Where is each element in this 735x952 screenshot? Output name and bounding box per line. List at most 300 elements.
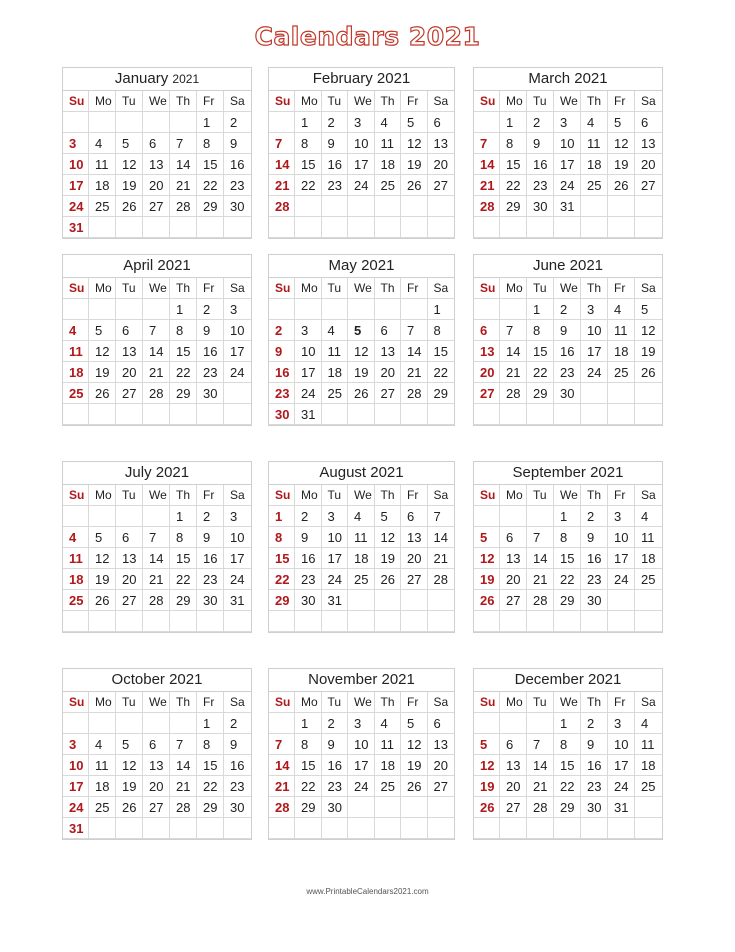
day-cell: 6 (143, 734, 170, 755)
empty-cell (554, 404, 581, 425)
empty-cell (635, 818, 662, 839)
empty-cell (581, 818, 608, 839)
day-cell: 29 (554, 590, 581, 611)
day-cell: 17 (322, 548, 349, 569)
day-cell: 5 (116, 734, 143, 755)
empty-cell (428, 818, 455, 839)
weekday-header: We (348, 485, 375, 506)
month-name: June (532, 257, 570, 274)
weekday-header: Tu (116, 91, 143, 112)
month-name: October (111, 671, 170, 688)
empty-cell (428, 404, 455, 425)
empty-cell (269, 217, 295, 238)
empty-cell (428, 217, 455, 238)
weekday-header: Th (170, 485, 197, 506)
empty-cell (500, 818, 527, 839)
day-cell: 6 (143, 133, 170, 154)
empty-cell (170, 611, 197, 632)
day-cell: 9 (224, 734, 251, 755)
day-cell: 6 (474, 320, 500, 341)
empty-cell (116, 713, 143, 734)
day-cell: 25 (581, 175, 608, 196)
day-cell: 2 (269, 320, 295, 341)
weekday-header: Tu (527, 485, 554, 506)
day-cell: 3 (63, 133, 89, 154)
weekday-header: We (143, 91, 170, 112)
empty-cell (322, 611, 349, 632)
day-cell: 10 (608, 734, 635, 755)
weekday-header: Th (581, 692, 608, 713)
empty-cell (375, 299, 402, 320)
day-cell: 21 (527, 776, 554, 797)
day-cell: 1 (197, 713, 224, 734)
empty-cell (224, 217, 251, 238)
empty-cell (554, 611, 581, 632)
month-name: September (512, 464, 591, 481)
day-cell: 10 (554, 133, 581, 154)
day-cell: 6 (635, 112, 662, 133)
weekday-header: We (554, 692, 581, 713)
empty-cell (170, 713, 197, 734)
day-cell: 15 (170, 341, 197, 362)
day-cell: 9 (554, 320, 581, 341)
day-cell: 19 (474, 569, 500, 590)
weekday-header: Fr (608, 278, 635, 299)
month-february (268, 67, 455, 239)
day-cell: 6 (428, 112, 455, 133)
weekday-header: Sa (428, 485, 455, 506)
empty-cell (89, 713, 116, 734)
day-cell: 7 (269, 133, 295, 154)
day-cell: 25 (89, 797, 116, 818)
day-cell: 9 (295, 527, 322, 548)
empty-cell (581, 196, 608, 217)
day-cell: 18 (63, 569, 89, 590)
empty-cell (116, 112, 143, 133)
day-cell: 14 (143, 341, 170, 362)
day-cell: 17 (608, 755, 635, 776)
month-title (474, 669, 662, 692)
day-cell: 29 (197, 196, 224, 217)
empty-cell (116, 299, 143, 320)
page-title: Calendars 2021 (254, 22, 481, 51)
weekday-header: Th (170, 278, 197, 299)
day-cell: 15 (500, 154, 527, 175)
weekday-header: Mo (500, 692, 527, 713)
empty-cell (197, 818, 224, 839)
day-cell: 26 (401, 175, 428, 196)
day-cell: 12 (474, 548, 500, 569)
day-cell: 30 (295, 590, 322, 611)
day-cell: 5 (375, 506, 402, 527)
day-cell: 10 (322, 527, 349, 548)
day-cell: 29 (527, 383, 554, 404)
day-cell: 8 (500, 133, 527, 154)
month-year: 2021 (381, 671, 415, 688)
day-cell: 10 (63, 154, 89, 175)
day-cell: 25 (375, 776, 402, 797)
day-cell: 2 (295, 506, 322, 527)
empty-cell (143, 299, 170, 320)
day-cell: 31 (224, 590, 251, 611)
month-title (474, 68, 662, 91)
month-year: 2021 (155, 464, 190, 481)
weekday-header: Tu (527, 278, 554, 299)
empty-cell (143, 404, 170, 425)
day-cell: 7 (500, 320, 527, 341)
weekday-header: Su (474, 692, 500, 713)
day-cell: 23 (322, 175, 349, 196)
day-cell: 8 (428, 320, 455, 341)
empty-cell (375, 196, 402, 217)
day-cell: 17 (348, 755, 375, 776)
day-cell: 24 (63, 196, 89, 217)
day-cell: 30 (527, 196, 554, 217)
weekday-header: Sa (428, 692, 455, 713)
day-cell: 4 (322, 320, 349, 341)
day-cell: 7 (269, 734, 295, 755)
day-cell: 21 (401, 362, 428, 383)
day-cell: 3 (348, 112, 375, 133)
month-name: April (123, 257, 158, 274)
month-june (473, 254, 663, 426)
empty-cell (635, 217, 662, 238)
day-cell: 14 (269, 755, 295, 776)
day-cell: 14 (170, 755, 197, 776)
day-cell: 11 (322, 341, 349, 362)
month-year: 2021 (172, 72, 200, 86)
empty-cell (197, 217, 224, 238)
day-cell: 22 (428, 362, 455, 383)
empty-cell (116, 818, 143, 839)
weekday-header: Su (474, 485, 500, 506)
day-cell: 28 (269, 797, 295, 818)
day-cell: 17 (63, 776, 89, 797)
day-cell: 16 (581, 755, 608, 776)
day-cell: 7 (527, 527, 554, 548)
day-cell: 12 (474, 755, 500, 776)
day-cell: 4 (89, 133, 116, 154)
month-name: November (308, 671, 382, 688)
empty-cell (197, 611, 224, 632)
day-cell: 30 (554, 383, 581, 404)
empty-cell (322, 196, 349, 217)
weekday-header: Mo (500, 91, 527, 112)
empty-cell (554, 217, 581, 238)
month-title (269, 68, 454, 91)
day-cell: 26 (608, 175, 635, 196)
empty-cell (348, 217, 375, 238)
day-cell: 2 (197, 506, 224, 527)
empty-cell (295, 611, 322, 632)
weekday-header: Tu (322, 91, 349, 112)
day-cell: 21 (170, 776, 197, 797)
day-cell: 13 (428, 133, 455, 154)
weekday-header: Th (375, 91, 402, 112)
month-july (62, 461, 252, 633)
empty-cell (224, 611, 251, 632)
day-cell: 25 (322, 383, 349, 404)
day-cell: 20 (500, 569, 527, 590)
day-cell: 20 (428, 755, 455, 776)
weekday-header: We (143, 278, 170, 299)
empty-cell (116, 506, 143, 527)
day-cell: 22 (269, 569, 295, 590)
day-cell: 29 (197, 797, 224, 818)
day-cell: 17 (608, 548, 635, 569)
day-cell: 1 (269, 506, 295, 527)
day-cell: 22 (170, 362, 197, 383)
day-cell: 12 (401, 133, 428, 154)
empty-cell (527, 818, 554, 839)
weekday-header: Su (63, 485, 89, 506)
empty-cell (89, 112, 116, 133)
day-cell: 12 (89, 548, 116, 569)
empty-cell (63, 112, 89, 133)
day-cell: 1 (554, 713, 581, 734)
day-cell: 23 (581, 776, 608, 797)
weekday-header: Mo (295, 692, 322, 713)
day-cell: 19 (89, 569, 116, 590)
empty-cell (527, 506, 554, 527)
day-cell: 7 (170, 734, 197, 755)
empty-cell (63, 713, 89, 734)
day-cell: 1 (295, 112, 322, 133)
empty-cell (635, 196, 662, 217)
day-cell: 27 (428, 776, 455, 797)
day-cell: 10 (224, 320, 251, 341)
month-april (62, 254, 252, 426)
weekday-header: Su (63, 91, 89, 112)
empty-cell (428, 797, 455, 818)
day-cell: 12 (401, 734, 428, 755)
empty-cell (608, 818, 635, 839)
empty-cell (170, 217, 197, 238)
month-august (268, 461, 455, 633)
day-cell: 19 (401, 755, 428, 776)
day-cell: 25 (635, 776, 662, 797)
day-cell: 22 (197, 175, 224, 196)
weekday-header: Mo (295, 91, 322, 112)
day-cell: 25 (63, 383, 89, 404)
day-cell: 17 (348, 154, 375, 175)
day-cell: 2 (554, 299, 581, 320)
day-cell: 26 (116, 196, 143, 217)
day-cell: 29 (554, 797, 581, 818)
empty-cell (224, 383, 251, 404)
weekday-header: Th (375, 692, 402, 713)
day-cell: 14 (269, 154, 295, 175)
empty-cell (527, 404, 554, 425)
day-cell: 13 (401, 527, 428, 548)
day-cell: 9 (224, 133, 251, 154)
day-cell: 18 (89, 776, 116, 797)
day-cell: 29 (428, 383, 455, 404)
day-cell: 30 (224, 196, 251, 217)
day-cell: 3 (224, 299, 251, 320)
empty-cell (635, 383, 662, 404)
day-cell: 9 (581, 734, 608, 755)
day-cell: 9 (197, 527, 224, 548)
day-cell: 28 (170, 196, 197, 217)
day-cell: 23 (224, 175, 251, 196)
day-cell: 8 (197, 734, 224, 755)
empty-cell (554, 818, 581, 839)
weekday-header: Fr (197, 692, 224, 713)
day-cell: 20 (635, 154, 662, 175)
month-name: May (328, 257, 362, 274)
empty-cell (89, 404, 116, 425)
empty-cell (170, 404, 197, 425)
day-cell: 3 (322, 506, 349, 527)
day-cell: 24 (224, 362, 251, 383)
weekday-header: Tu (322, 692, 349, 713)
day-cell: 1 (197, 112, 224, 133)
empty-cell (348, 404, 375, 425)
day-cell: 6 (116, 320, 143, 341)
weekday-header: Fr (401, 278, 428, 299)
empty-cell (635, 797, 662, 818)
weekday-header: Fr (197, 278, 224, 299)
empty-cell (500, 299, 527, 320)
month-year: 2021 (370, 464, 404, 481)
day-cell: 11 (635, 527, 662, 548)
day-cell: 19 (375, 548, 402, 569)
day-cell: 30 (581, 590, 608, 611)
day-cell: 3 (295, 320, 322, 341)
day-cell: 16 (554, 341, 581, 362)
day-cell: 19 (474, 776, 500, 797)
day-cell: 29 (170, 383, 197, 404)
day-cell: 14 (527, 755, 554, 776)
weekday-header: Tu (116, 485, 143, 506)
day-cell: 23 (554, 362, 581, 383)
empty-cell (401, 404, 428, 425)
weekday-header: Su (63, 692, 89, 713)
month-year: 2021 (376, 70, 411, 87)
month-name: January (114, 70, 173, 87)
day-cell: 24 (322, 569, 349, 590)
empty-cell (143, 818, 170, 839)
month-march (473, 67, 663, 239)
day-cell: 18 (581, 154, 608, 175)
day-cell: 1 (295, 713, 322, 734)
day-cell: 20 (143, 776, 170, 797)
day-cell: 26 (474, 797, 500, 818)
day-cell: 11 (89, 154, 116, 175)
day-cell: 21 (474, 175, 500, 196)
day-cell: 30 (322, 797, 349, 818)
weekday-header: Tu (116, 692, 143, 713)
day-cell: 7 (143, 527, 170, 548)
weekday-header: Tu (322, 278, 349, 299)
day-cell: 24 (224, 569, 251, 590)
day-cell: 8 (554, 734, 581, 755)
weekday-header: Th (581, 278, 608, 299)
day-cell: 14 (527, 548, 554, 569)
day-cell: 31 (608, 797, 635, 818)
empty-cell (401, 590, 428, 611)
day-cell: 16 (322, 154, 349, 175)
empty-cell (401, 196, 428, 217)
day-cell: 15 (295, 755, 322, 776)
day-cell: 13 (500, 755, 527, 776)
day-cell: 18 (635, 548, 662, 569)
day-cell: 13 (428, 734, 455, 755)
day-cell: 4 (348, 506, 375, 527)
day-cell: 22 (500, 175, 527, 196)
day-cell: 30 (197, 383, 224, 404)
day-cell: 8 (170, 320, 197, 341)
weekday-header: Sa (635, 278, 662, 299)
empty-cell (143, 112, 170, 133)
empty-cell (401, 818, 428, 839)
weekday-header: We (348, 91, 375, 112)
day-cell: 2 (224, 713, 251, 734)
empty-cell (89, 818, 116, 839)
day-cell: 25 (375, 175, 402, 196)
day-cell: 14 (170, 154, 197, 175)
day-cell: 15 (428, 341, 455, 362)
day-cell: 21 (143, 362, 170, 383)
day-cell: 27 (428, 175, 455, 196)
day-cell: 28 (500, 383, 527, 404)
day-cell: 9 (197, 320, 224, 341)
day-cell: 6 (116, 527, 143, 548)
empty-cell (295, 217, 322, 238)
day-cell: 20 (401, 548, 428, 569)
day-cell: 8 (527, 320, 554, 341)
day-cell: 13 (116, 341, 143, 362)
day-cell: 22 (554, 569, 581, 590)
empty-cell (143, 506, 170, 527)
weekday-header: Su (474, 91, 500, 112)
empty-cell (116, 404, 143, 425)
day-cell: 17 (63, 175, 89, 196)
weekday-header: Su (269, 278, 295, 299)
weekday-header: Sa (635, 692, 662, 713)
day-cell: 27 (143, 196, 170, 217)
day-cell: 15 (197, 755, 224, 776)
day-cell: 28 (527, 797, 554, 818)
day-cell: 20 (143, 175, 170, 196)
empty-cell (581, 611, 608, 632)
day-cell: 16 (197, 341, 224, 362)
weekday-header: Sa (224, 91, 251, 112)
day-cell: 13 (143, 154, 170, 175)
day-cell: 14 (401, 341, 428, 362)
day-cell: 28 (170, 797, 197, 818)
month-title (269, 255, 454, 278)
day-cell: 29 (295, 797, 322, 818)
empty-cell (224, 404, 251, 425)
empty-cell (269, 611, 295, 632)
day-cell: 17 (224, 341, 251, 362)
day-cell: 28 (527, 590, 554, 611)
weekday-header: Sa (428, 91, 455, 112)
day-cell: 1 (554, 506, 581, 527)
day-cell: 13 (635, 133, 662, 154)
day-cell: 12 (89, 341, 116, 362)
day-cell: 4 (375, 112, 402, 133)
day-cell: 5 (89, 320, 116, 341)
empty-cell (581, 404, 608, 425)
day-cell: 28 (474, 196, 500, 217)
day-cell: 4 (63, 320, 89, 341)
day-cell: 23 (197, 362, 224, 383)
day-cell: 22 (170, 569, 197, 590)
day-cell: 7 (474, 133, 500, 154)
